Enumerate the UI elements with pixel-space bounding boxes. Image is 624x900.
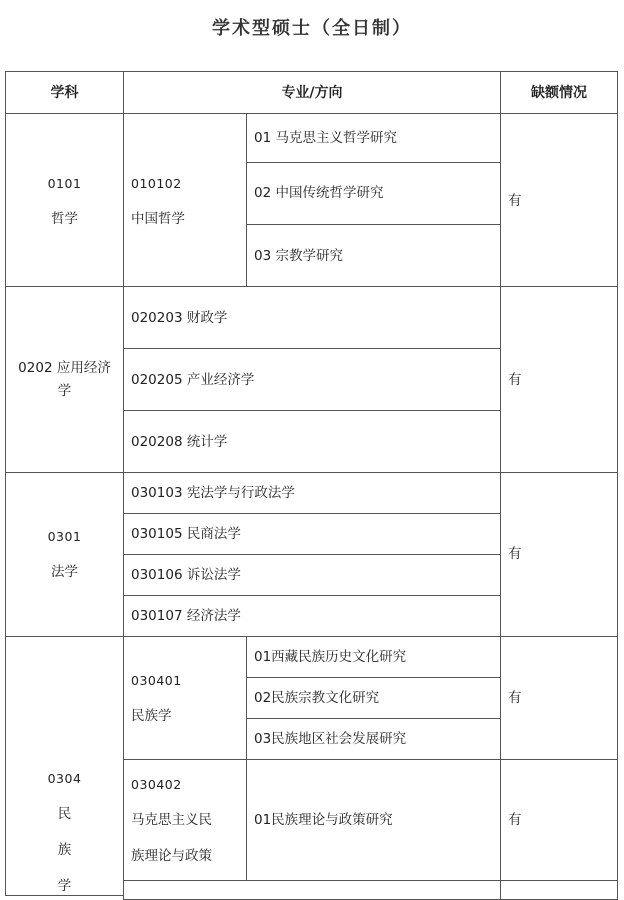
header-vacancy-label: 缺额情况 [531,85,587,101]
header-subject-label: 学科 [50,85,79,101]
subject-cell-law [5,472,124,637]
direction-cell [246,718,501,760]
major-name: 民族学 [131,708,172,724]
subject-name-char: 学 [57,878,72,894]
major-label: 020205 产业经济学 [131,372,255,388]
major-cell [123,554,501,596]
direction-label: 01 马克思主义哲学研究 [254,130,397,146]
major-cell [123,286,501,349]
subject-code-name-cont: 学 [57,383,72,399]
subject-cell-philosophy [5,113,124,287]
vacancy-cell [500,880,618,900]
direction-label: 01西藏民族历史文化研究 [254,649,407,665]
major-label: 020208 统计学 [131,434,228,450]
major-code: 030401 [131,673,182,688]
direction-cell [246,224,501,287]
subject-name: 法学 [51,564,78,580]
major-label: 030105 民商法学 [131,526,241,542]
vacancy-cell [500,113,618,287]
subject-cell-applied-economics [5,286,124,473]
major-cell [123,472,501,514]
major-code: 030402 [131,777,182,792]
vacancy-cell [500,286,618,473]
direction-label: 02民族宗教文化研究 [254,690,380,706]
vacancy-value: 有 [508,690,522,706]
major-cell [123,513,501,555]
subject-name-char: 民 [57,806,72,822]
header-major-label: 专业/方向 [281,85,343,101]
vacancy-value: 有 [508,193,522,209]
direction-cell [246,759,501,881]
major-cell-marxist-ethnic-theory [123,759,247,881]
major-label: 030107 经济法学 [131,608,241,624]
major-code: 010102 [131,176,182,191]
direction-label: 01民族理论与政策研究 [254,812,393,828]
major-cell [123,595,501,637]
major-name: 中国哲学 [131,211,185,227]
vacancy-value: 有 [508,812,522,828]
direction-cell [246,677,501,719]
direction-cell [246,162,501,225]
page-title: 学术型硕士（全日制） [212,18,412,39]
subject-code: 0101 [47,176,82,191]
header-cell-major [123,71,501,114]
vacancy-value: 有 [508,546,522,562]
major-name: 马克思主义民 [131,812,212,828]
major-name-cont: 族理论与政策 [131,848,212,864]
direction-label: 03民族地区社会发展研究 [254,731,407,747]
subject-name-char: 族 [57,842,72,858]
subject-cell-ethnology [5,636,124,896]
subject-code: 0301 [47,529,82,544]
header-cell-subject [5,71,124,114]
vacancy-cell [500,636,618,760]
direction-label: 02 中国传统哲学研究 [254,185,384,201]
direction-cell [246,113,501,163]
major-label: 020203 财政学 [131,310,228,326]
direction-label: 03 宗教学研究 [254,248,343,264]
major-cell [123,410,501,473]
major-cell [123,880,501,900]
header-cell-vacancy [500,71,618,114]
major-cell-chinese-philosophy [123,113,247,287]
major-label: 030106 诉讼法学 [131,567,241,583]
vacancy-cell [500,759,618,881]
vacancy-value: 有 [508,372,522,388]
direction-cell [246,636,501,678]
major-cell [123,348,501,411]
major-label: 030103 宪法学与行政法学 [131,485,295,501]
subject-code: 0304 [47,771,82,786]
subject-code-name: 0202 应用经济 [18,360,111,376]
subject-name: 哲学 [51,211,78,227]
vacancy-cell [500,472,618,637]
major-cell-ethnology [123,636,247,760]
